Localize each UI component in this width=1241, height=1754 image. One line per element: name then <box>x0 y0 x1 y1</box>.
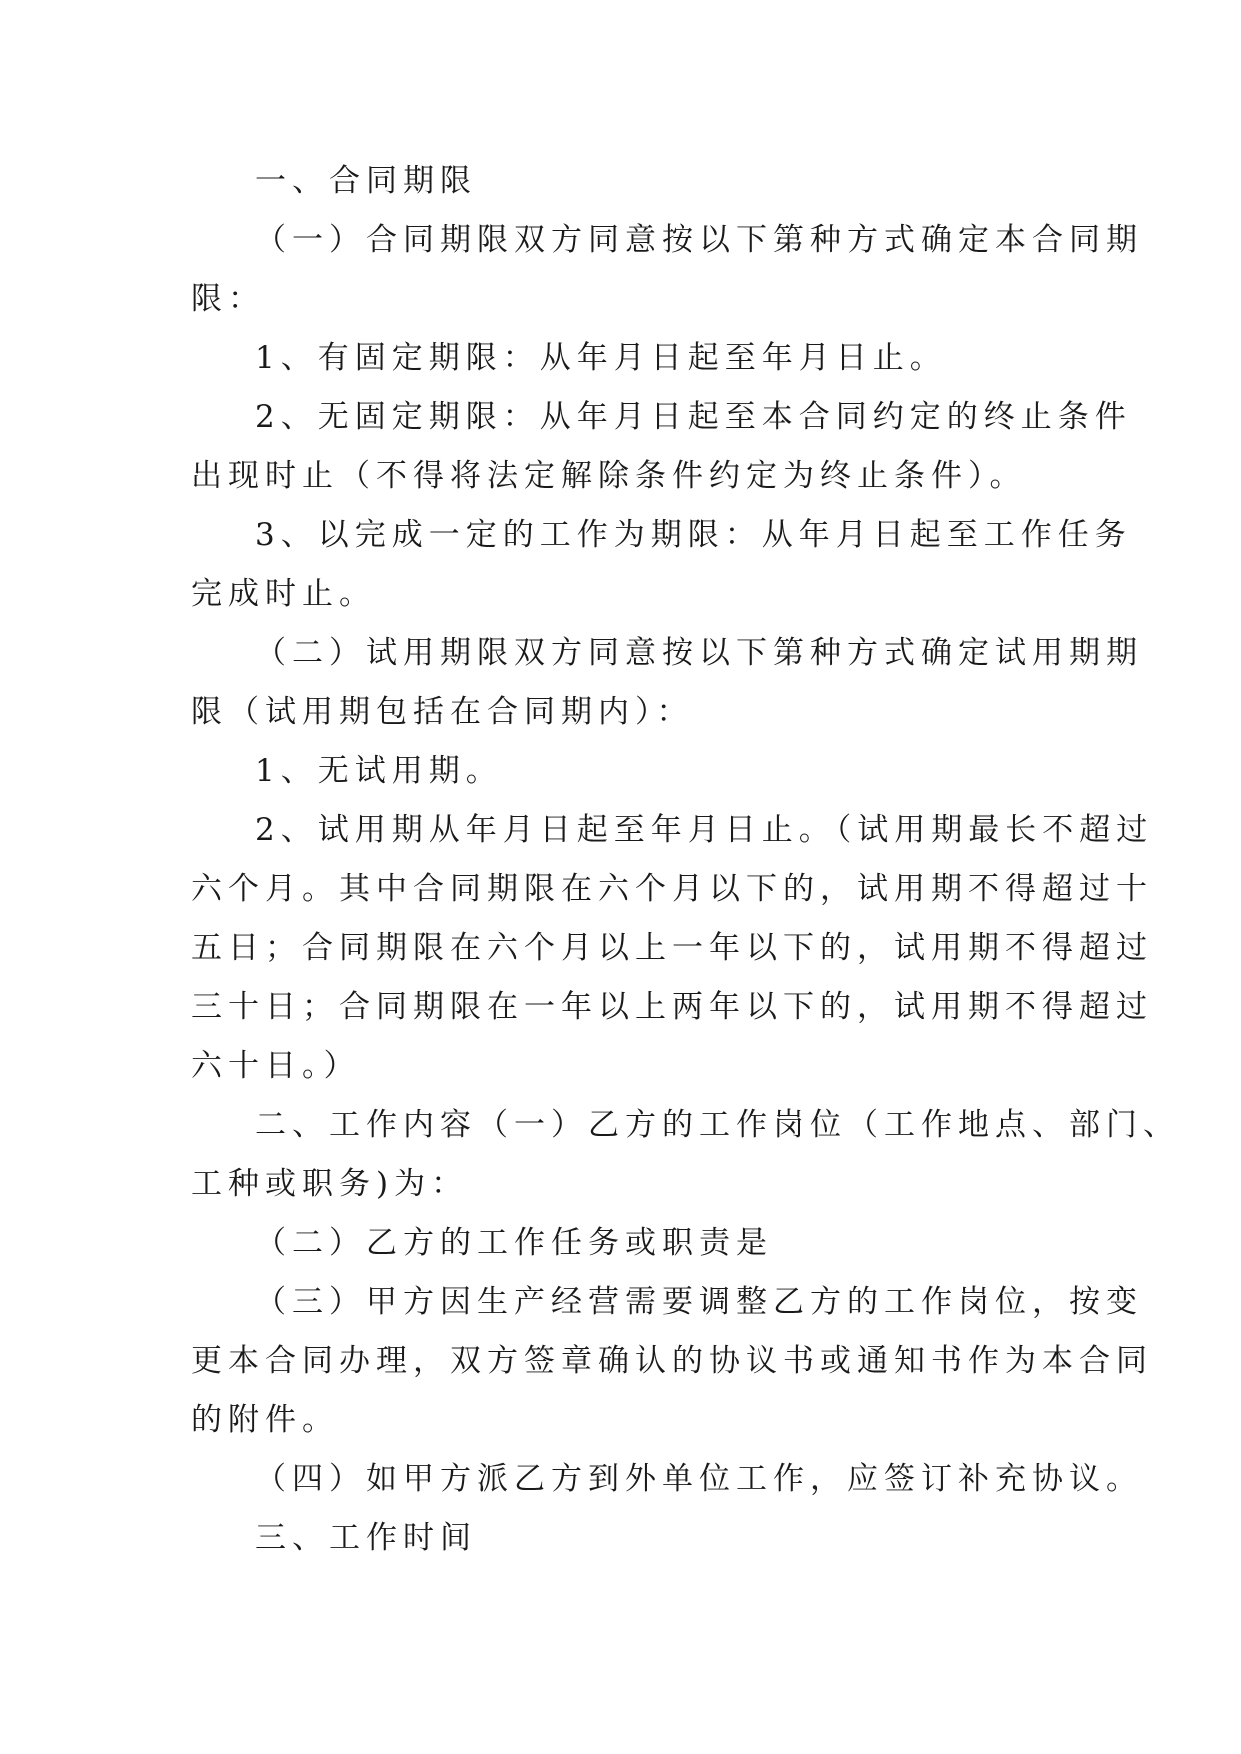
paragraph-continuation-line: 完成时止。 <box>191 576 376 612</box>
paragraph-continuation-line: 五日；合同期限在六个月以上一年以下的，试用期不得超过 <box>191 930 1153 966</box>
paragraph-continuation-line: 限： <box>191 281 265 317</box>
paragraph-continuation-line: 更本合同办理，双方签章确认的协议书或通知书作为本合同 <box>191 1343 1153 1379</box>
paragraph-continuation-line: 出现时止（不得将法定解除条件约定为终止条件）。 <box>191 458 1027 494</box>
paragraph-continuation-line: 限（试用期包括在合同期内）： <box>191 694 694 730</box>
paragraph-first-line: 1、无试用期。 <box>255 753 503 789</box>
paragraph-continuation-line: 工种或职务)为： <box>191 1166 469 1202</box>
paragraph-first-line: （二）乙方的工作任务或职责是 <box>255 1225 773 1261</box>
paragraph-first-line: （四）如甲方派乙方到外单位工作，应签订补充协议。 <box>255 1461 1143 1497</box>
document-body <box>191 152 1180 1568</box>
paragraph-first-line: 三、工作时间 <box>255 1520 477 1556</box>
paragraph-first-line: 3、以完成一定的工作为期限：从年月日起至工作任务 <box>255 517 1132 553</box>
paragraph-continuation-line: 六十日。） <box>191 1048 361 1084</box>
paragraph-first-line: （一）合同期限双方同意按以下第种方式确定本合同期 <box>255 222 1143 258</box>
paragraph-first-line: 一、合同期限 <box>255 163 477 199</box>
paragraph-first-line: 2、无固定期限：从年月日起至本合同约定的终止条件 <box>255 399 1132 435</box>
paragraph-continuation-line: 的附件。 <box>191 1402 339 1438</box>
paragraph-continuation-line: 三十日；合同期限在一年以上两年以下的，试用期不得超过 <box>191 989 1153 1025</box>
paragraph-first-line: （三）甲方因生产经营需要调整乙方的工作岗位，按变 <box>255 1284 1143 1320</box>
paragraph-first-line: 1、有固定期限：从年月日起至年月日止。 <box>255 340 947 376</box>
paragraph-first-line: 二、工作内容（一）乙方的工作岗位（工作地点、部门、 <box>255 1107 1180 1143</box>
paragraph-continuation-line: 六个月。其中合同期限在六个月以下的，试用期不得超过十 <box>191 871 1153 907</box>
paragraph-first-line: 2、试用期从年月日起至年月日止。（试用期最长不超过 <box>255 812 1154 848</box>
paragraph-first-line: （二）试用期限双方同意按以下第种方式确定试用期期 <box>255 635 1143 671</box>
